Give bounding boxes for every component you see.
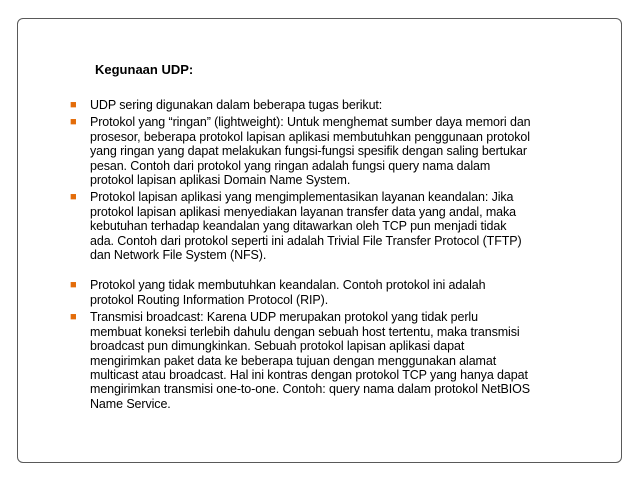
- bullet-line: broadcast pun dimungkinkan. Sebuah protokol lapisan aplikasi dapat: [90, 339, 465, 354]
- bullet-text: [90, 190, 610, 262]
- bullet-line: Protokol lapisan aplikasi yang mengimplementasikan layanan keandalan: Jika: [90, 190, 514, 205]
- bullet-line: protokol Routing Information Protocol (RIP).: [90, 292, 329, 307]
- list-item-reliability-service: [70, 190, 610, 262]
- bullet-line: UDP sering digunakan dalam beberapa tugas berikut:: [90, 98, 383, 112]
- square-bullet-icon: ■: [70, 99, 77, 111]
- bullet-line: Protokol yang “ringan” (lightweight): Untuk menghemat sumber daya memori dan: [90, 115, 531, 130]
- square-bullet-icon: ■: [70, 279, 77, 292]
- bullet-line: protokol lapisan aplikasi Domain Name System.: [90, 173, 351, 188]
- bullet-line: protokol lapisan aplikasi menyediakan layanan transfer data yang andal, maka: [90, 204, 517, 219]
- list-item-broadcast-transmission: [70, 310, 610, 411]
- list-item-lightweight-protocol: [70, 115, 610, 187]
- bullet-line: Transmisi broadcast: Karena UDP merupakan protokol yang tidak perlu: [90, 310, 478, 325]
- bullet-line: yang ringan yang dapat melakukan fungsi-fungsi spesifik dengan saling bertukar: [90, 144, 527, 159]
- bullet-line: ada. Contoh dari protokol seperti ini adalah Trivial File Transfer Protocol (TFTP): [90, 233, 522, 248]
- bullet-line: multicast atau broadcast. Hal ini kontras dengan protokol TCP yang hanya dapat: [90, 367, 528, 382]
- bullet-line: prosesor, beberapa protokol lapisan aplikasi membutuhkan penggunaan protokol: [90, 129, 530, 144]
- bullet-line: membuat koneksi terlebih dahulu dengan sebuah host tertentu, maka transmisi: [90, 324, 520, 339]
- bullet-text: [90, 278, 610, 307]
- square-bullet-icon: ■: [70, 311, 77, 324]
- square-bullet-icon: ■: [70, 116, 77, 129]
- bullet-line: Protokol yang tidak membutuhkan keandalan. Contoh protokol ini adalah: [90, 278, 486, 293]
- bullet-line: pesan. Contoh dari protokol yang ringan adalah fungsi query nama dalam: [90, 158, 491, 173]
- bullet-line: kebutuhan terhadap keandalan yang ditawarkan oleh TCP pun menjadi tidak: [90, 219, 507, 234]
- bullet-line: mengirimkan transmisi one-to-one. Contoh: query nama dalam protokol NetBIOS: [90, 382, 530, 397]
- bullet-line: Name Service.: [90, 396, 171, 411]
- bullet-line: dan Network File System (NFS).: [90, 248, 267, 263]
- bullet-list: [70, 98, 610, 414]
- slide-title: Kegunaan UDP:: [95, 62, 194, 77]
- list-item-no-reliability: [70, 278, 610, 307]
- bullet-line: mengirimkan paket data ke beberapa tujuan dengan menggunakan alamat: [90, 353, 497, 368]
- square-bullet-icon: ■: [70, 191, 77, 204]
- list-item-udp-usage: [70, 98, 610, 112]
- bullet-text: [90, 115, 610, 187]
- bullet-text: [90, 98, 610, 112]
- bullet-text: [90, 310, 610, 411]
